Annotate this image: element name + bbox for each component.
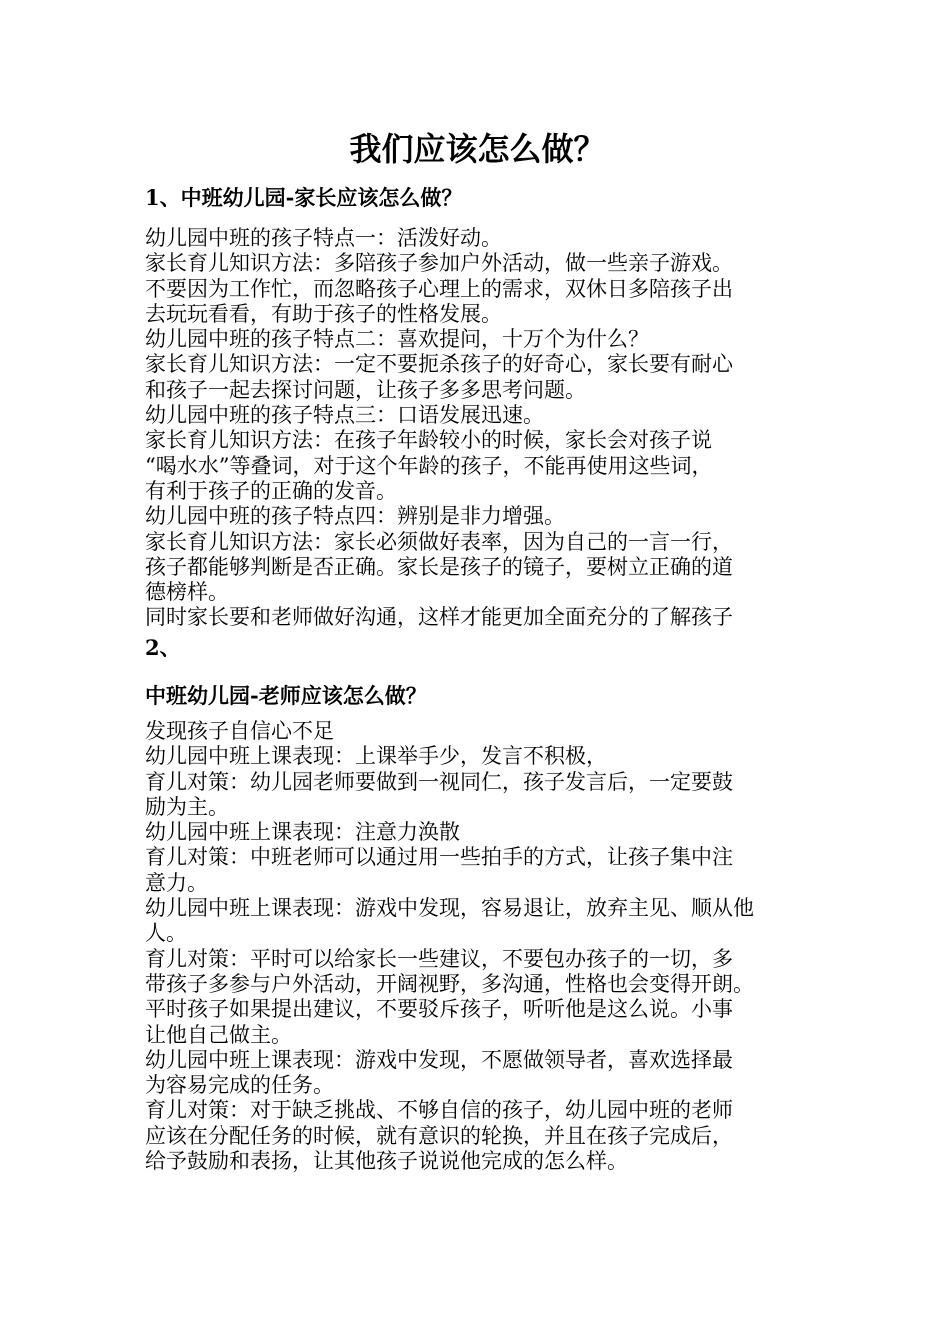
paragraph-line: 去玩玩看看，有助于孩子的性格发展。 — [145, 301, 502, 326]
paragraph-line: 为容易完成的任务。 — [145, 1073, 334, 1098]
paragraph-line: 发现孩子自信心不足 — [145, 719, 334, 743]
paragraph-line: 幼儿园中班的孩子特点三：口语发展迅速。 — [145, 403, 544, 428]
paragraph-line: 幼儿园中班上课表现：游戏中发现，容易退让，放弃主见、顺从他 — [145, 896, 754, 921]
paragraph-line: 平时孩子如果提出建议，不要驳斥孩子，听听他是这么说。小事 — [145, 997, 733, 1022]
paragraph-line: 有利于孩子的正确的发音。 — [145, 478, 397, 503]
paragraph-line: “喝水水”等叠词，对于这个年龄的孩子，不能再使用这些词， — [145, 453, 713, 478]
paragraph-line: 励为主。 — [145, 794, 229, 819]
paragraph-line: 不要因为工作忙，而忽略孩子心理上的需求，双休日多陪孩子出 — [145, 276, 733, 301]
paragraph-line: 德榜样。 — [145, 580, 229, 605]
paragraph-line: 幼儿园中班的孩子特点四：辨别是非力增强。 — [145, 504, 565, 529]
paragraph-line: 幼儿园中班上课表现：游戏中发现，不愿做领导者，喜欢选择最 — [145, 1047, 733, 1072]
page-title: 我们应该怎么做？ — [349, 130, 606, 168]
paragraph-line: 家长育儿知识方法：家长必须做好表率，因为自己的一言一行， — [145, 529, 733, 554]
section-1-heading: 1、中班幼儿园-家长应该怎么做？ — [145, 185, 463, 210]
paragraph-line: 幼儿园中班的孩子特点一：活泼好动。 — [145, 226, 502, 250]
section-1-body — [145, 226, 810, 631]
paragraph-line: 家长育儿知识方法：一定不要扼杀孩子的好奇心，家长要有耐心 — [145, 352, 733, 377]
paragraph-line: 育儿对策：中班老师可以通过用一些拍手的方式，让孩子集中注 — [145, 845, 733, 870]
paragraph-line: 带孩子多参与户外活动，开阔视野，多沟通，性格也会变得开朗。 — [145, 971, 754, 996]
paragraph-line: 育儿对策：平时可以给家长一些建议，不要包办孩子的一切，多 — [145, 946, 733, 971]
paragraph-line: 孩子都能够判断是否正确。家长是孩子的镜子，要树立正确的道 — [145, 554, 733, 579]
paragraph-line: 同时家长要和老师做好沟通，这样才能更加全面充分的了解孩子 — [145, 605, 733, 630]
paragraph-line: 和孩子一起去探讨问题，让孩子多多思考问题。 — [145, 377, 586, 402]
paragraph-line: 应该在分配任务的时候，就有意识的轮换，并且在孩子完成后， — [145, 1123, 733, 1148]
paragraph-line: 幼儿园中班上课表现：上课举手少，发言不积极， — [145, 744, 607, 769]
paragraph-line: 家长育儿知识方法：多陪孩子参加户外活动，做一些亲子游戏。 — [145, 251, 733, 276]
paragraph-line: 幼儿园中班的孩子特点二：喜欢提问，十万个为什么？ — [145, 327, 649, 352]
section-2-body — [145, 719, 810, 1174]
paragraph-line: 给予鼓励和表扬，让其他孩子说说他完成的怎么样。 — [145, 1149, 628, 1174]
section-2-number: 2、 — [145, 635, 181, 660]
paragraph-line: 意力。 — [145, 870, 208, 895]
paragraph-line: 育儿对策：幼儿园老师要做到一视同仁，孩子发言后，一定要鼓 — [145, 769, 733, 794]
paragraph-line: 让他自己做主。 — [145, 1022, 292, 1047]
paragraph-line: 家长育儿知识方法：在孩子年龄较小的时候，家长会对孩子说 — [145, 428, 712, 453]
paragraph-line: 育儿对策：对于缺乏挑战、不够自信的孩子，幼儿园中班的老师 — [145, 1098, 733, 1123]
paragraph-line: 幼儿园中班上课表现：注意力涣散 — [145, 820, 460, 845]
section-2-heading: 中班幼儿园-老师应该怎么做？ — [145, 683, 427, 708]
paragraph-line: 人。 — [145, 921, 187, 946]
